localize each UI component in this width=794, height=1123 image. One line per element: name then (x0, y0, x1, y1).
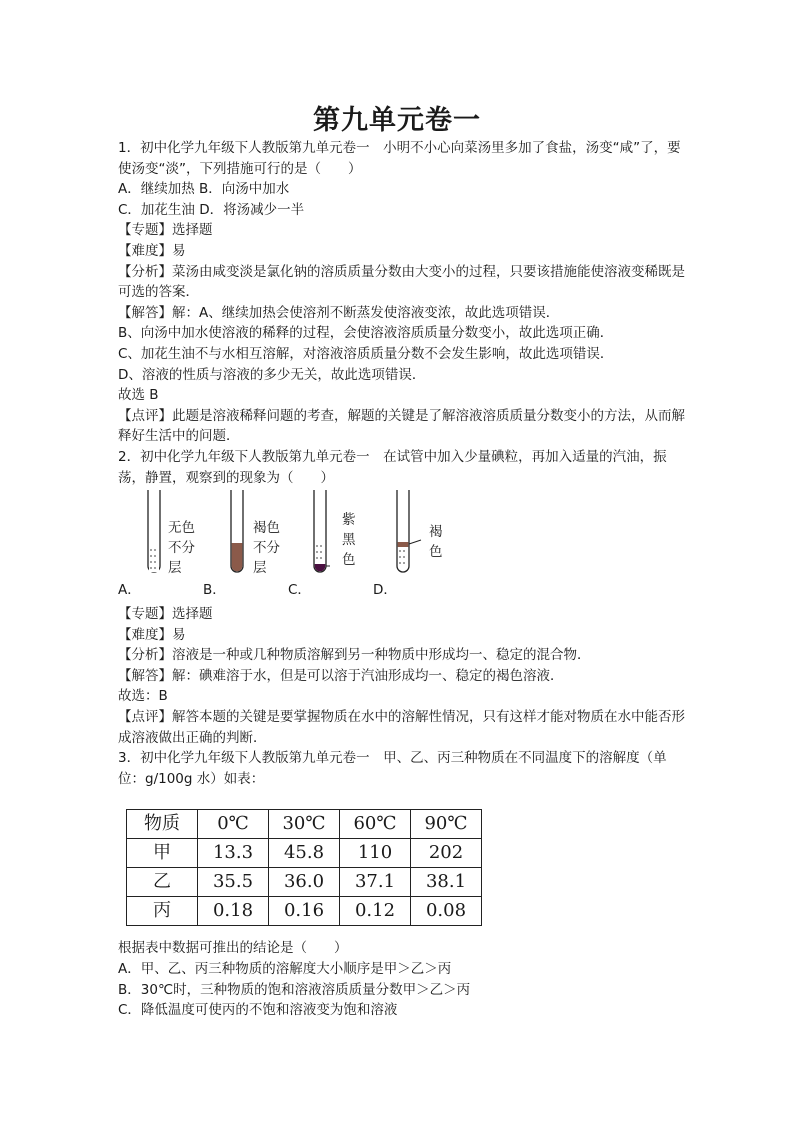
q2-difficulty: 【难度】易 (118, 626, 186, 643)
table-cell: 35.5 (198, 868, 269, 897)
q2-tube-options (118, 488, 688, 604)
table-header-cell: 0℃ (198, 810, 269, 839)
page-title: 第九单元卷一 (313, 105, 481, 136)
q1-topic: 【专题】选择题 (118, 222, 213, 239)
q3-option-b: B．30℃时，三种物质的饱和溶液溶质质量分数甲＞乙＞丙 (118, 981, 471, 998)
table-header-row (127, 810, 482, 839)
q1-comment: 【点评】此题是溶液稀释问题的考查，解题的关键是了解溶液溶质质量分数变小的方法，从而解释好生活中的问题． (118, 407, 685, 445)
q1-stem: 1．初中化学九年级下人教版第九单元卷一 小明不小心向菜汤里多加了食盐，汤变“咸”了，要使汤变“淡”，下列措施可行的是（ ） (118, 140, 681, 177)
table-cell: 0.08 (411, 897, 482, 926)
q2-stem: 2．初中化学九年级下人教版第九单元卷一 在试管中加入少量碘粒，再加入适量的汽油，振荡，静置，观察到的现象为（ ） (118, 448, 667, 486)
table-cell: 乙 (127, 868, 198, 897)
q3-option-a: A．甲、乙、丙三种物质的溶解度大小顺序是甲＞乙＞丙 (118, 961, 452, 978)
table-cell: 0.16 (269, 897, 340, 926)
test-tube-d (393, 488, 429, 578)
table-header-cell: 物质 (127, 810, 198, 839)
q2-option-b-letter: B． (203, 581, 226, 598)
q1-answer-c: C、加花生油不与水相互溶解，对溶液溶质质量分数不会发生影响，故此选项错误． (118, 345, 614, 362)
q2-option-d-letter: D． (373, 581, 397, 598)
q2-option-c-letter: C． (288, 581, 311, 598)
q2-answer: 【解答】解：碘难溶于水，但是可以溶于汽油形成均一、稳定的褐色溶液． (118, 667, 564, 684)
table-cell: 36.0 (269, 868, 340, 897)
table-cell: 0.18 (198, 897, 269, 926)
table-row (127, 868, 482, 897)
table-cell: 丙 (127, 897, 198, 926)
q2-option-b-label: 褐色 不分 层 (253, 520, 280, 577)
table-header-cell: 30℃ (269, 810, 340, 839)
table-cell: 37.1 (340, 868, 411, 897)
test-tube-c (310, 488, 330, 578)
table-cell: 202 (411, 839, 482, 868)
q2-analysis: 【分析】溶液是一种或几种物质溶解到另一种物质中形成均一、稳定的混合物． (118, 647, 591, 664)
table-cell: 甲 (127, 839, 198, 868)
q2-choice: 故选：B (118, 688, 168, 705)
q2-option-a-label: 无色 不分 层 (168, 520, 195, 577)
table-cell: 13.3 (198, 839, 269, 868)
table-cell: 45.8 (269, 839, 340, 868)
document-content (118, 138, 688, 1021)
table-cell: 38.1 (411, 868, 482, 897)
q1-answer-b: B、向汤中加水使溶液的稀释的过程，会使溶液溶质质量分数变小，故此选项正确． (118, 325, 614, 342)
table-header-cell: 90℃ (411, 810, 482, 839)
q2-option-c (288, 488, 373, 604)
q1-answer-d: D、溶液的性质与溶液的多少无关，故此选项错误． (118, 366, 426, 383)
q2-option-d (373, 488, 458, 604)
q1-options-cd: C．加花生油 D．将汤减少一半 (118, 201, 305, 218)
q1-choice: 故选 B (118, 387, 159, 404)
q2-option-a-letter: A． (118, 581, 141, 598)
q2-option-a (118, 488, 203, 604)
table-cell: 110 (340, 839, 411, 868)
q2-option-d-label: 褐 色 (429, 524, 443, 561)
q1-options-ab: A．继续加热 B．向汤中加水 (118, 181, 290, 198)
q1-answer-a: 【解答】解：A、继续加热会使溶剂不断蒸发使溶液变浓，故此选项错误． (118, 304, 560, 321)
q2-option-c-label: 紫 黑 色 (342, 512, 356, 569)
table-row (127, 839, 482, 868)
q3-question: 根据表中数据可推出的结论是（ ） (118, 940, 348, 957)
solubility-table (126, 809, 482, 926)
test-tube-b (227, 488, 247, 578)
test-tube-a (144, 488, 164, 578)
q1-difficulty: 【难度】易 (118, 242, 186, 259)
q3-option-c: C．降低温度可使丙的不饱和溶液变为饱和溶液 (118, 1002, 398, 1019)
table-row (127, 897, 482, 926)
q1-analysis: 【分析】菜汤由咸变淡是氯化钠的溶质质量分数由大变小的过程，只要该措施能使溶液变稀既是可选的答案． (118, 263, 685, 301)
q2-option-b (203, 488, 288, 604)
table-cell: 0.12 (340, 897, 411, 926)
q3-stem: 3．初中化学九年级下人教版第九单元卷一 甲、乙、丙三种物质在不同温度下的溶解度（单位：g/100g 水）如表： (118, 750, 667, 787)
q2-comment: 【点评】解答本题的关键是要掌握物质在水中的溶解性情况，只有这样才能对物质在水中能否形成溶液做出正确的判断． (118, 709, 685, 746)
table-header-cell: 60℃ (340, 810, 411, 839)
q2-topic: 【专题】选择题 (118, 606, 213, 623)
